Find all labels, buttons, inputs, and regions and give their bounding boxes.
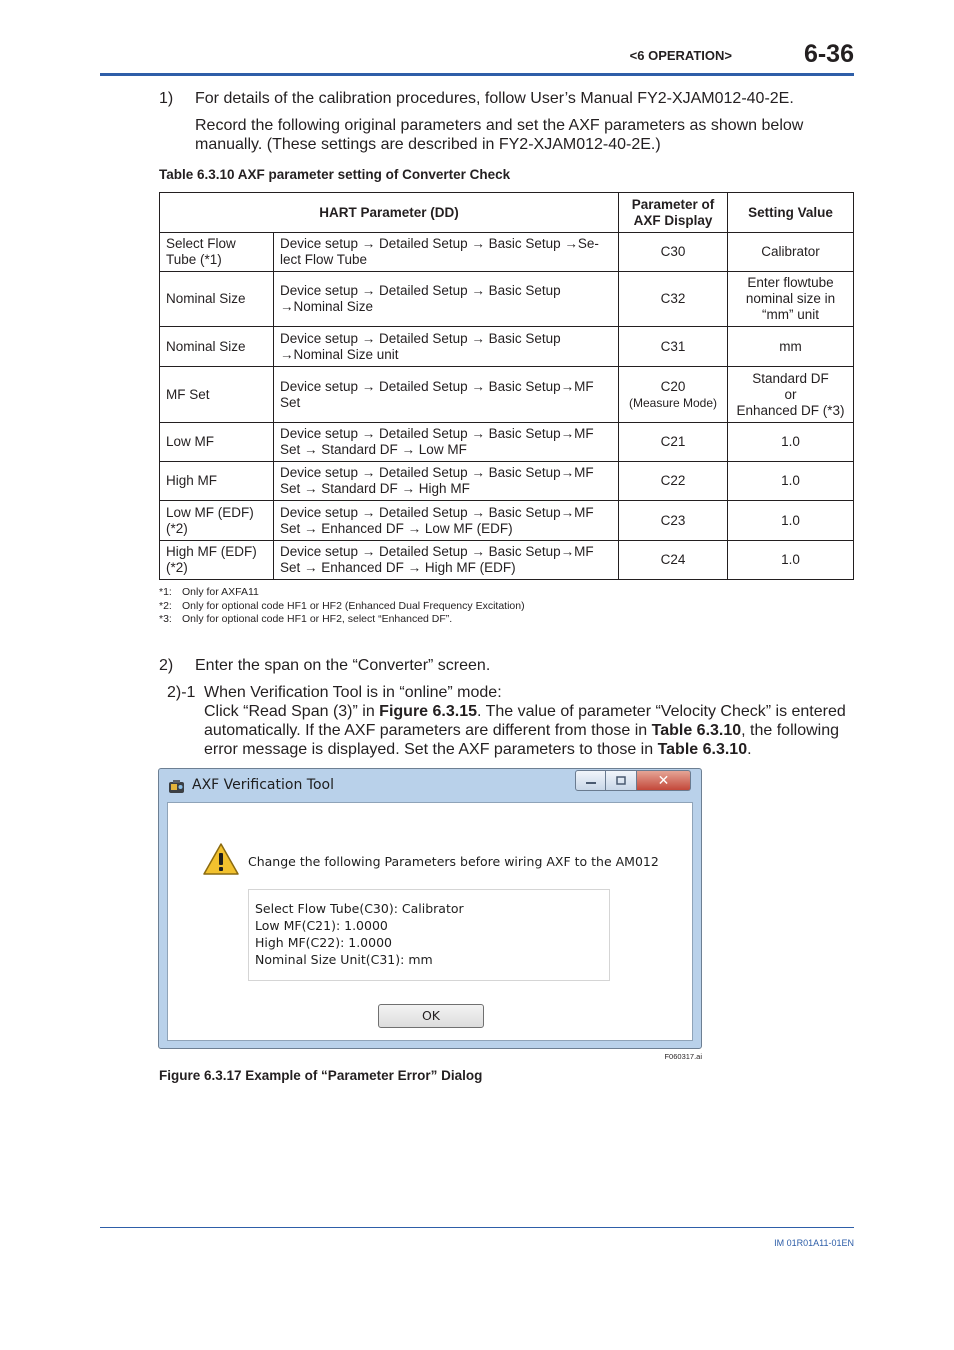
- note-text: Only for optional code HF1 or HF2, select “Enhanced DF”.: [182, 613, 453, 625]
- cell-parameter-name: High MF (EDF) (*2): [160, 541, 274, 580]
- table-row: [160, 462, 854, 501]
- cell-setting-value: Calibrator: [728, 233, 854, 272]
- cell-menu-path: Device setup → Detailed Setup → Basic Setup→MF Set: [274, 367, 619, 423]
- figure-caption: Figure 6.3.17 Example of “Parameter Error” Dialog: [159, 1068, 483, 1083]
- step-1-number: 1): [159, 90, 174, 107]
- note: [159, 613, 525, 627]
- step-2-1-title: When Verification Tool is in “online” mode:: [204, 684, 502, 701]
- dialog-body: [167, 802, 693, 1041]
- cell-axf-display: C23: [619, 501, 728, 541]
- parameter-line: Low MF(C21): 1.0000: [255, 918, 388, 933]
- cell-parameter-name: Low MF (EDF) (*2): [160, 501, 274, 541]
- cell-menu-path: Device setup → Detailed Setup → Basic Setup→MF Set → Standard DF → High MF: [274, 462, 619, 501]
- table-caption: Table 6.3.10 AXF parameter setting of Converter Check: [159, 167, 511, 182]
- cell-setting-value: 1.0: [728, 501, 854, 541]
- page-number: 6-36: [803, 40, 854, 68]
- cell-axf-display: C24: [619, 541, 728, 580]
- note: [159, 600, 525, 614]
- window-controls: [575, 770, 695, 792]
- cell-parameter-name: Nominal Size: [160, 272, 274, 327]
- close-icon: ✕: [657, 772, 670, 788]
- close-button[interactable]: [637, 770, 691, 791]
- cell-parameter-name: Nominal Size: [160, 327, 274, 367]
- cell-axf-display: C30: [619, 233, 728, 272]
- table-ref-link: Table 6.3.10: [651, 722, 742, 739]
- step-1-record-text: Record the following original parameters and set the AXF parameters as shown below manually. (These settings are described in FY2-XJAM012-40-2E.): [195, 117, 804, 153]
- figure-file-id: F060317.ai: [664, 1052, 702, 1061]
- cell-menu-path: Device setup → Detailed Setup → Basic Setup →Se-lect Flow Tube: [274, 233, 619, 272]
- body-text: , the following error message is displayed. Set the AXF parameters to those in: [204, 722, 839, 758]
- cell-parameter-name: Select Flow Tube (*1): [160, 233, 274, 272]
- table-row: [160, 272, 854, 327]
- maximize-icon: [615, 776, 627, 786]
- minimize-icon: [585, 776, 597, 786]
- note-mark: *1:: [159, 586, 172, 598]
- table-row: [160, 233, 854, 272]
- body-text: . The value of parameter “Velocity Check” is entered automatically. If the AXF parameters are different from those in: [204, 703, 846, 739]
- cell-parameter-name: High MF: [160, 462, 274, 501]
- axf-display-note: (Measure Mode): [628, 395, 718, 410]
- note: [159, 586, 525, 600]
- step-2-1-body: [204, 702, 856, 759]
- cell-setting-value: mm: [728, 327, 854, 367]
- parameter-table: [159, 192, 854, 580]
- cell-menu-path: Device setup → Detailed Setup → Basic Setup →Nominal Size: [274, 272, 619, 327]
- cell-setting-value: 1.0: [728, 462, 854, 501]
- minimize-button[interactable]: [575, 770, 606, 791]
- header-hart-parameter: HART Parameter (DD): [160, 193, 619, 233]
- cell-setting-value: 1.0: [728, 541, 854, 580]
- parameter-line: Select Flow Tube(C30): Calibrator: [255, 901, 464, 916]
- dialog-message: Change the following Parameters before wiring AXF to the AM012: [248, 854, 659, 869]
- header-axf-line1: Parameter of: [631, 196, 715, 212]
- body-text: .: [747, 741, 752, 758]
- cell-menu-path: Device setup → Detailed Setup → Basic Setup →Nominal Size unit: [274, 327, 619, 367]
- footer-rule: [100, 1227, 854, 1228]
- table-row: [160, 423, 854, 462]
- note-text: Only for optional code HF1 or HF2 (Enhanced Dual Frequency Excitation): [182, 599, 525, 612]
- parameter-line: Nominal Size Unit(C31): mm: [255, 952, 433, 967]
- parameter-line: High MF(C22): 1.0000: [255, 935, 392, 950]
- cell-axf-display: C31: [619, 327, 728, 367]
- cell-axf-display: C22: [619, 462, 728, 501]
- body-text: Click “Read Span (3)” in: [204, 703, 380, 720]
- app-icon: [168, 779, 185, 795]
- warning-icon: [202, 842, 240, 876]
- figure-ref-link: Figure 6.3.15: [379, 703, 477, 720]
- note-mark: *2:: [159, 599, 172, 612]
- cell-axf-display: C21: [619, 423, 728, 462]
- ok-button[interactable]: OK: [378, 1004, 484, 1028]
- cell-setting-value: Enter flowtube nominal size in “mm” unit: [728, 272, 854, 327]
- header-axf-line2: AXF Display: [633, 212, 713, 228]
- maximize-button[interactable]: [606, 770, 637, 791]
- cell-axf-display: C32: [619, 272, 728, 327]
- document-id: IM 01R01A11-01EN: [774, 1238, 854, 1248]
- cell-setting-value: 1.0: [728, 423, 854, 462]
- parameter-list: [248, 889, 610, 981]
- cell-parameter-name: Low MF: [160, 423, 274, 462]
- table-notes: [159, 586, 525, 627]
- step-2-text: Enter the span on the “Converter” screen.: [195, 657, 491, 674]
- cell-axf-display: [619, 367, 728, 423]
- step-2-1-number: 2)-1: [167, 684, 196, 701]
- table-row: [160, 367, 854, 423]
- header-rule: [100, 73, 854, 76]
- table-ref-link: Table 6.3.10: [657, 741, 748, 758]
- table-header-row: [160, 193, 854, 233]
- note-mark: *3:: [159, 613, 172, 625]
- dialog-title: AXF Verification Tool: [192, 777, 334, 793]
- cell-menu-path: Device setup → Detailed Setup → Basic Setup→MF Set → Enhanced DF → High MF (EDF): [274, 541, 619, 580]
- cell-parameter-name: MF Set: [160, 367, 274, 423]
- section-title: <6 OPERATION>: [629, 48, 732, 63]
- step-1-text: For details of the calibration procedures, follow User’s Manual FY2-XJAM012-40-2E.: [195, 90, 794, 107]
- note-text: Only for AXFA11: [182, 586, 259, 598]
- table-row: [160, 327, 854, 367]
- parameter-error-dialog: [158, 768, 702, 1049]
- cell-menu-path: Device setup → Detailed Setup → Basic Setup→MF Set → Enhanced DF → Low MF (EDF): [274, 501, 619, 541]
- cell-menu-path: Device setup → Detailed Setup → Basic Setup→MF Set → Standard DF → Low MF: [274, 423, 619, 462]
- cell-setting-value: Standard DF or Enhanced DF (*3): [728, 367, 854, 423]
- table-row: [160, 501, 854, 541]
- step-2-number: 2): [159, 657, 174, 674]
- header-axf-display: [619, 193, 728, 233]
- header-setting-value: Setting Value: [728, 193, 854, 233]
- axf-display-code: C20: [660, 378, 686, 394]
- table-row: [160, 541, 854, 580]
